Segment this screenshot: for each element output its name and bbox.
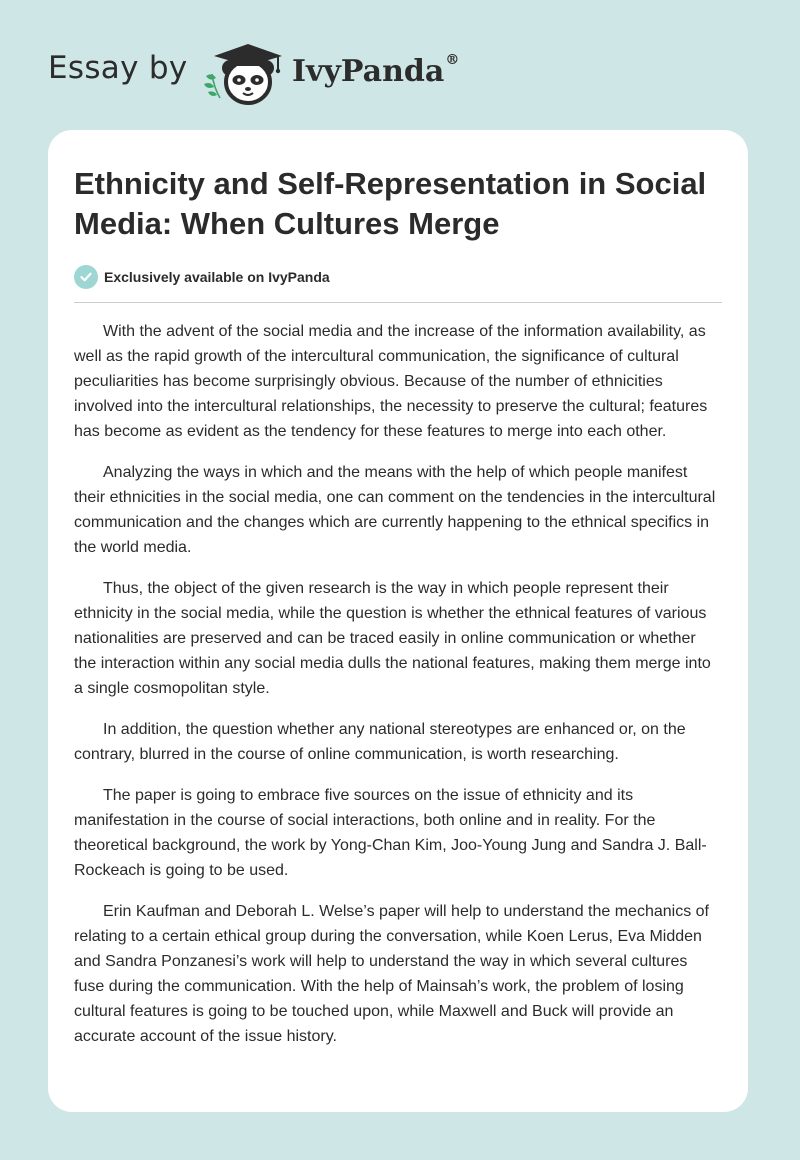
essay-title: Ethnicity and Self-Representation in Social Media: When Cultures Merge [74,166,707,241]
panda-logo-icon[interactable] [200,38,290,108]
paragraph-5: The paper is going to embrace five sources on the issue of ethnicity and its manifestation in the course of social interactions, both online and in reality. For the theoretical background, the work by Yong-Chan Kim, Joo-Young Jung and Sandra J. Ball-Rockeach is going to be used. [74,787,707,879]
check-icon [74,265,98,289]
title-divider [74,302,722,303]
paragraph-6: Erin Kaufman and Deborah L. Welse’s paper will help to understand the mechanics of relating to a certain ethical group during the conversation, while Koen Lerus, Eva Midden and Sandra Ponzanesi’s work will help to understand the way in which several cultures fuse during the communication. With the help of Mainsah’s work, the problem of losing cultural features is going to be touched upon, while Maxwell and Buck will provide an accurate account of the issue history. [74,903,709,1045]
paragraph-4: In addition, the question whether any national stereotypes are enhanced or, on the contrary, blurred in the course of online communication, is worth researching. [74,721,686,763]
registered-mark: ® [445,52,460,68]
essay-body [74,319,722,1065]
essay-card [48,130,748,1112]
essay-by-label: Essay by [48,50,188,86]
exclusive-badge [74,264,330,290]
paragraph-1: With the advent of the social media and the increase of the information availability, as well as the rapid growth of the intercultural communication, the significance of cultural peculiarities has become surprisingly obvious. Because of the number of ethnicities involved into the intercultural relationships, the necessity to preserve the cultural; features has become as evident as the tendency for these features to merge into each other. [74,323,708,440]
paragraph-2: Analyzing the ways in which and the means with the help of which people manifest their ethnicities in the social media, one can comment on the tendencies in the intercultural communication and the changes which are currently happening to the ethnical specifics in the world media. [74,464,716,556]
paragraph-3: Thus, the object of the given research is the way in which people represent their ethnicity in the social media, while the question is whether the ethnical features of various nationalities are preserved and can be traced easily in online communication or whether the interaction within any social media dulls the national features, making them merge into a single cosmopolitan style. [74,580,711,697]
exclusive-text: Exclusively available on IvyPanda [104,269,330,285]
site-header [0,0,800,130]
brand-name[interactable]: IvyPanda® [292,52,460,89]
